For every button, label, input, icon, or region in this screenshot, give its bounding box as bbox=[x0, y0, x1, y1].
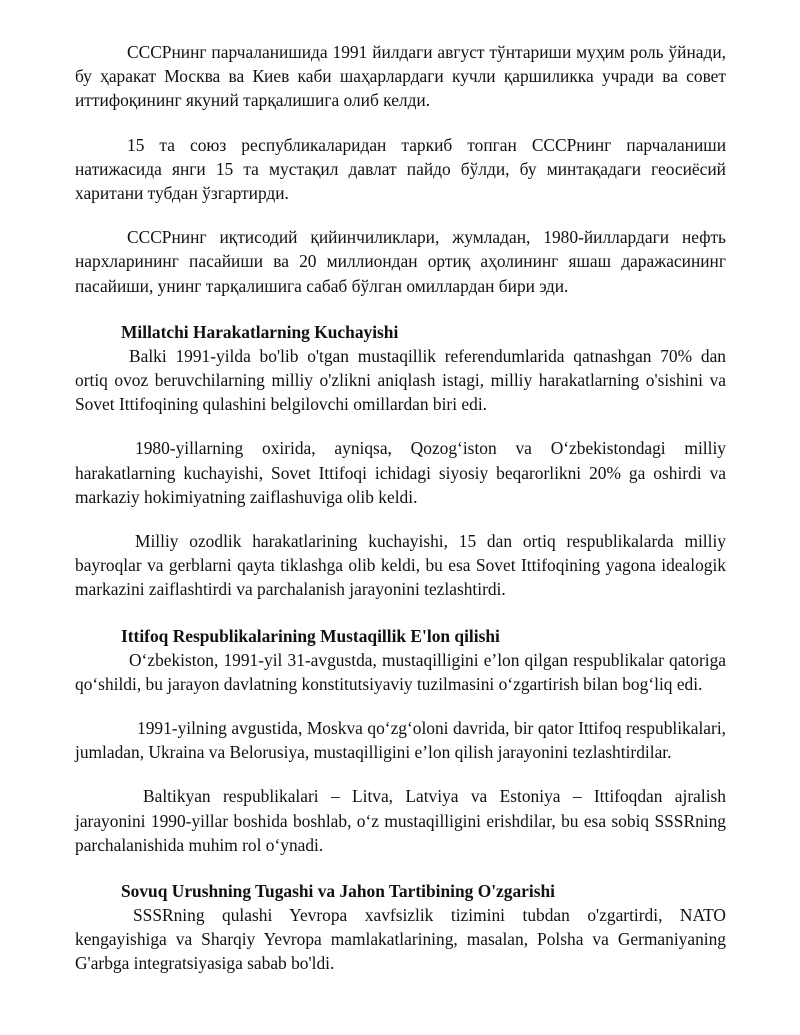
section-heading-independence-declarations: Ittifoq Respublikalarining Mustaqillik E'lon qilishi bbox=[121, 625, 500, 646]
intro-paragraph-1: СССРнинг парчаланишида 1991 йилдаги август тўнтариши муҳим роль ўйнади, бу ҳаракат Москва ва Киев каби шаҳарлардаги кучли қаршиликка учради ва совет иттифоқининг якуний тарқалишига олиб келди. bbox=[75, 42, 726, 111]
section1-paragraph-2: 1980-yillarning oxirida, ayniqsa, Qozog‘iston va O‘zbekistondagi milliy harakatlarning kuchayishi, Sovet Ittifoqi ichidagi siyosiy beqarorlikni 20% ga oshirdi va markaziy hokimiyatning zaiflashuviga olib keldi. bbox=[75, 438, 726, 507]
section2-paragraph-3: Baltikyan respublikalari – Litva, Latviya va Estoniya – Ittifoqdan ajralish jarayonini 1990-yillar boshida boshlab, o‘z mustaqilligini erishdilar, bu esa sobiq SSSRning parchalanishida muhim rol o‘ynadi. bbox=[75, 786, 726, 855]
section1-paragraph-1: Balki 1991-yilda bo'lib o'tgan mustaqillik referendumlarida qatnashgan 70% dan ortiq ovoz beruvchilarning milliy o'zlikni aniqlash istagi, milliy harakatlarning o'sishini va Sovet Ittifoqining qulashini belgilovchi omillardan biri edi. bbox=[75, 345, 726, 415]
section-heading-nationalist-movements: Millatchi Harakatlarning Kuchayishi bbox=[121, 321, 399, 342]
intro-paragraph-2: 15 та союз республикаларидан таркиб топган СССРнинг парчаланиши натижасида янги 15 та мустақил давлат пайдо бўлди, бу минтақадаги геосиёсий харитани тубдан ўзгартирди. bbox=[75, 134, 726, 204]
section2-paragraph-2: 1991-yilning avgustida, Moskva qo‘zg‘oloni davrida, bir qator Ittifoq respublikalari, jumladan, Ukraina va Belorusiya, mustaqilligini e’lon qilish jarayonini tezlashtirdilar. bbox=[75, 718, 726, 763]
section-heading-cold-war-end: Sovuq Urushning Tugashi va Jahon Tartibining O'zgarishi bbox=[121, 881, 555, 902]
section3-paragraph-1: SSSRning qulashi Yevropa xavfsizlik tizimini tubdan o'zgartirdi, NATO kengayishiga va Sharqiy Yevropa mamlakatlarining, masalan, Polsha va Germaniyaning G'arbga integratsiyasiga sabab bo'ldi. bbox=[75, 905, 726, 974]
section2-paragraph-1: O‘zbekiston, 1991-yil 31-avgustda, mustaqilligini e’lon qilgan respublikalar qatoriga qo‘shildi, bu jarayon davlatning konstitutsiyaviy tuzilmasini o‘zgartirish bilan bog‘liq edi. bbox=[75, 649, 726, 694]
section1-paragraph-3: Milliy ozodlik harakatlarining kuchayishi, 15 dan ortiq respublikalarda milliy bayroqlar va gerblarni qayta tiklashga olib keldi, bu esa Sovet Ittifoqining yagona idealogik markazini zaiflashtirdi va parchalanish jarayonini tezlashtirdi. bbox=[75, 531, 726, 600]
intro-paragraph-3: СССРнинг иқтисодий қийинчиликлари, жумладан, 1980-йиллардаги нефть нархларининг пасайиши ва 20 миллиондан ортиқ аҳолининг яшаш даражасининг пасайиши, унинг тарқалишига сабаб бўлган омиллардан бири эди. bbox=[75, 227, 726, 296]
